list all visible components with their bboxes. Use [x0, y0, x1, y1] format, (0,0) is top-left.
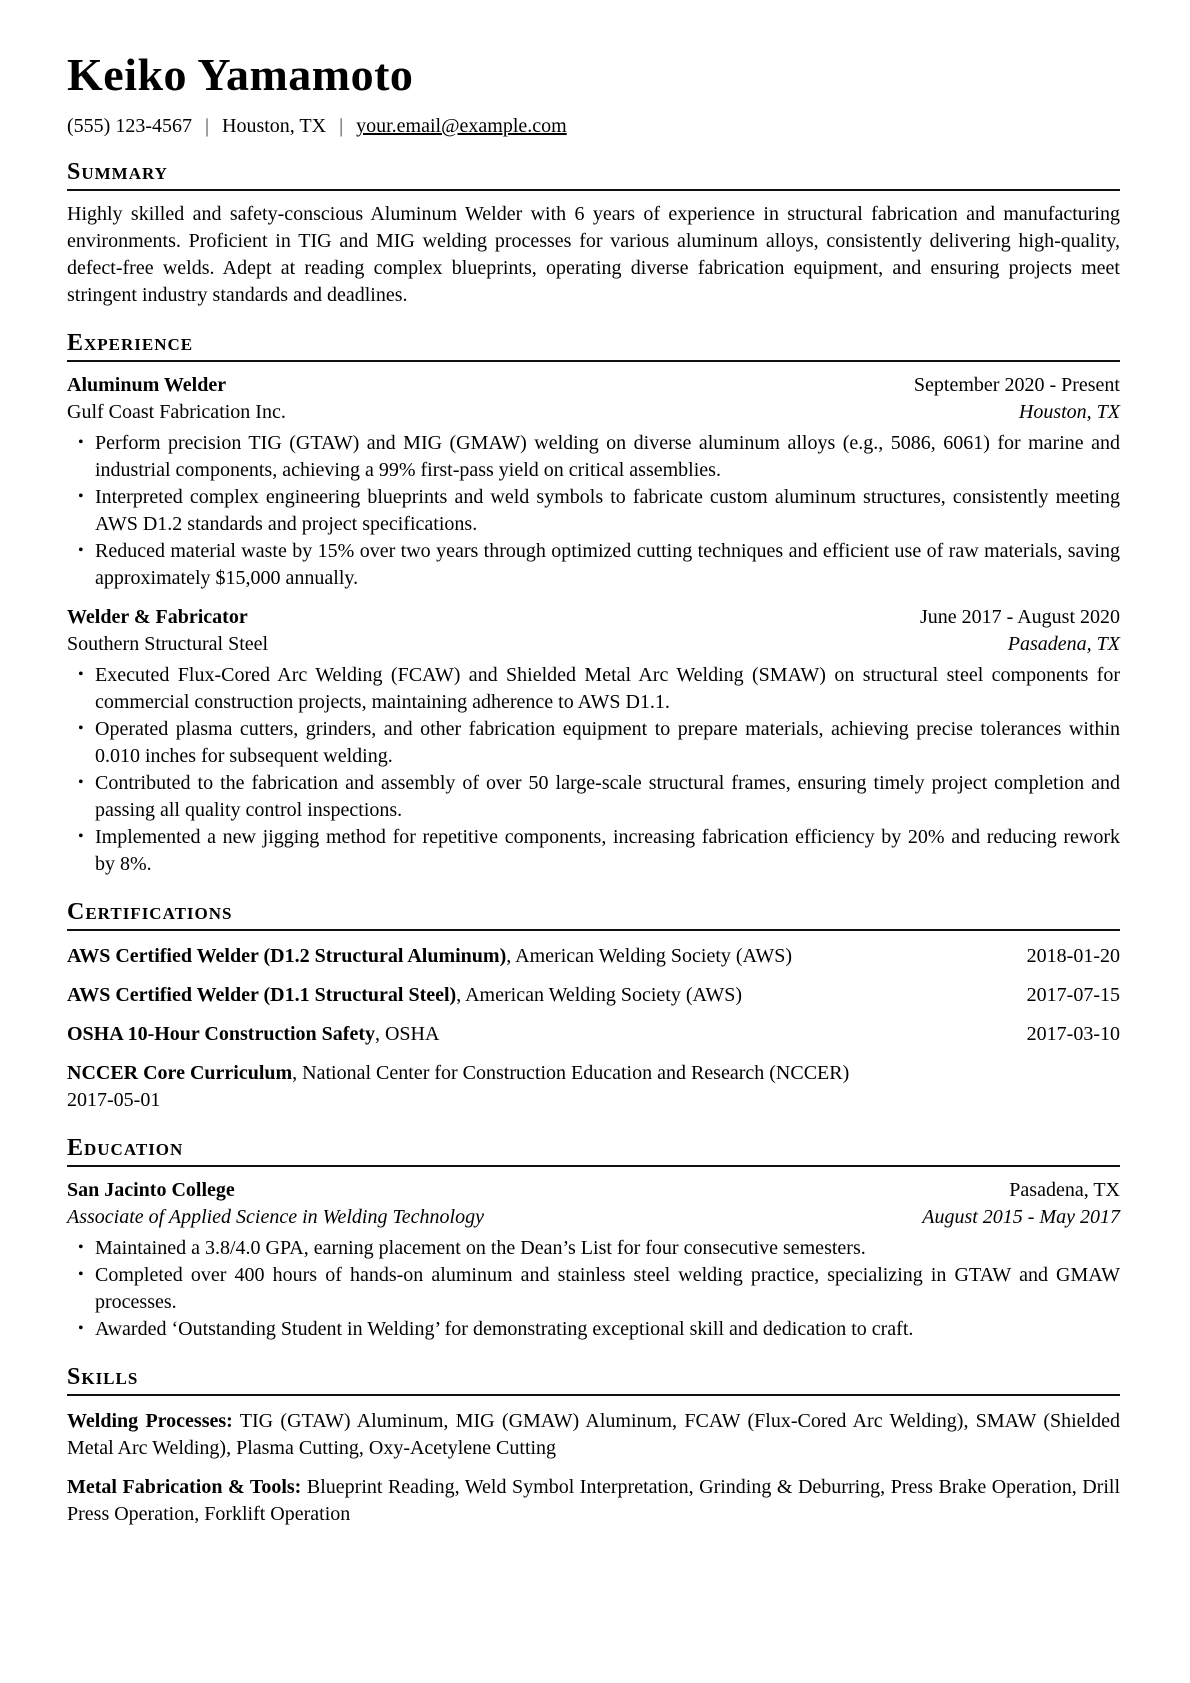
bullet-icon: • [78, 434, 84, 451]
skill-group [67, 1408, 1120, 1462]
phone-number: (555) 123-4567 [67, 115, 192, 137]
education-entries [67, 1177, 1120, 1343]
contact-line [67, 114, 1120, 138]
skill-group-label: Welding Processes: [67, 1410, 233, 1432]
certification-name: AWS Certified Welder (D1.1 Structural Steel) [67, 984, 457, 1006]
degree-row [67, 1204, 1120, 1231]
certification-name: AWS Certified Welder (D1.2 Structural Aluminum) [67, 945, 507, 967]
job-location: Pasadena, TX [1007, 633, 1120, 655]
school-header-row [67, 1177, 1120, 1204]
bullet-text: Executed Flux-Cored Arc Welding (FCAW) and Shielded Metal Arc Welding (SMAW) on structural steel components for commercial construction projects, maintaining adherence to AWS D1.1. [95, 664, 1120, 713]
bullet-text: Implemented a new jigging method for repetitive components, increasing fabrication efficiency by 20% and reducing rework by 8%. [95, 826, 1120, 875]
job-dates: June 2017 - August 2020 [920, 606, 1120, 628]
bullet-icon: • [78, 720, 84, 737]
certification-issuer: National Center for Construction Education and Research (NCCER) [302, 1062, 850, 1084]
skill-group-label: Metal Fabrication & Tools: [67, 1476, 302, 1498]
experience-heading: Experience [67, 329, 1120, 362]
bullet-item [67, 484, 1120, 538]
certifications-heading: Certifications [67, 898, 1120, 931]
certification-name: OSHA 10-Hour Construction Safety [67, 1023, 375, 1045]
job-title: Welder & Fabricator [67, 606, 248, 628]
bullet-text: Contributed to the fabrication and assembly of over 50 large-scale structural frames, ensuring timely project completion and passing all quality control inspections. [95, 772, 1120, 821]
skill-group-text: TIG (GTAW) Aluminum, MIG (GMAW) Aluminum, FCAW (Flux-Cored Arc Welding), SMAW (Shielded Metal Arc Welding), Plasma Cutting, Oxy-Acetylene Cutting [67, 1410, 1120, 1459]
summary-text: Highly skilled and safety-conscious Aluminum Welder with 6 years of experience in structural fabrication and manufacturing environments. Proficient in TIG and MIG welding processes for various aluminum alloys, consistently delivering high-quality, defect-free welds. Adept at reading complex blueprints, operating diverse fabrication equipment, and ensuring projects meet stringent industry standards and deadlines. [67, 203, 1120, 306]
education-entry [67, 1177, 1120, 1343]
bullet-text: Maintained a 3.8/4.0 GPA, earning placement on the Dean’s List for four consecutive semesters. [95, 1237, 866, 1259]
certification-date: 2017-05-01 [67, 1089, 161, 1111]
certification-entry [67, 1021, 1120, 1048]
bullet-item [67, 662, 1120, 716]
job-header-row [67, 604, 1120, 631]
bullet-item [67, 1316, 1120, 1343]
school-name: San Jacinto College [67, 1179, 235, 1201]
job-company: Gulf Coast Fabrication Inc. [67, 401, 286, 423]
section-skills [67, 1363, 1120, 1528]
school-location: Pasadena, TX [1009, 1179, 1120, 1201]
bullet-text: Interpreted complex engineering blueprints and weld symbols to fabricate custom aluminum structures, consistently meeting AWS D1.2 standards and project specifications. [95, 486, 1120, 535]
skills-heading: Skills [67, 1363, 1120, 1396]
bullet-text: Reduced material waste by 15% over two years through optimized cutting techniques and efficient use of raw materials, saving approximately $15,000 annually. [95, 540, 1120, 589]
job-bullets [67, 662, 1120, 878]
certification-text: OSHA 10-Hour Construction Safety, OSHA [67, 1023, 440, 1045]
skill-group [67, 1474, 1120, 1528]
contact-location: Houston, TX [222, 115, 327, 137]
job-subheader-row [67, 631, 1120, 658]
certification-issuer: OSHA [384, 1023, 440, 1045]
certification-date: 2017-03-10 [1026, 1023, 1120, 1045]
certification-entry [67, 982, 1120, 1009]
certification-entries [67, 943, 1120, 1114]
bullet-icon: • [78, 774, 84, 791]
job-bullets [67, 430, 1120, 592]
section-education [67, 1134, 1120, 1343]
bullet-icon: • [78, 488, 84, 505]
experience-entry [67, 604, 1120, 878]
summary-heading: Summary [67, 158, 1120, 191]
bullet-icon: • [78, 1266, 84, 1283]
bullet-item [67, 430, 1120, 484]
separator-bar: | [204, 115, 209, 137]
skill-group-text: Blueprint Reading, Weld Symbol Interpretation, Grinding & Deburring, Press Brake Operation, Drill Press Operation, Forklift Operation [67, 1476, 1121, 1525]
degree-name: Associate of Applied Science in Welding Technology [67, 1206, 484, 1228]
experience-entries [67, 372, 1120, 878]
bullet-text: Perform precision TIG (GTAW) and MIG (GMAW) welding on diverse aluminum alloys (e.g., 5086, 6061) for marine and industrial components, achieving a 99% first-pass yield on critical assemblies. [95, 432, 1120, 481]
certification-issuer: American Welding Society (AWS) [515, 945, 793, 967]
bullet-item [67, 1235, 1120, 1262]
bullet-icon: • [78, 1320, 84, 1337]
job-subheader-row [67, 399, 1120, 426]
job-location: Houston, TX [1018, 401, 1120, 423]
bullet-item [67, 770, 1120, 824]
job-title: Aluminum Welder [67, 374, 227, 396]
bullet-text: Awarded ‘Outstanding Student in Welding’ for demonstrating exceptional skill and dedication to craft. [95, 1318, 914, 1340]
separator-bar: | [339, 115, 344, 137]
section-certifications [67, 898, 1120, 1114]
education-dates: August 2015 - May 2017 [922, 1206, 1120, 1228]
bullet-item [67, 538, 1120, 592]
certification-name: NCCER Core Curriculum [67, 1062, 293, 1084]
job-dates: September 2020 - Present [913, 374, 1120, 396]
education-heading: Education [67, 1134, 1120, 1167]
experience-entry [67, 372, 1120, 592]
certification-date: 2018-01-20 [1026, 945, 1120, 967]
bullet-icon: • [78, 666, 84, 683]
bullet-text: Completed over 400 hours of hands-on aluminum and stainless steel welding practice, specializing in GTAW and GMAW processes. [95, 1264, 1120, 1313]
certification-text: AWS Certified Welder (D1.1 Structural Steel), American Welding Society (AWS) [67, 984, 743, 1006]
bullet-text: Operated plasma cutters, grinders, and other fabrication equipment to prepare materials, achieving precise tolerances within 0.010 inches for subsequent welding. [95, 718, 1120, 767]
bullet-item [67, 1262, 1120, 1316]
email-link[interactable]: your.email@example.com [356, 115, 567, 137]
certification-text: AWS Certified Welder (D1.2 Structural Aluminum), American Welding Society (AWS) [67, 945, 793, 967]
bullet-icon: • [78, 828, 84, 845]
bullet-icon: • [78, 542, 84, 559]
person-name: Keiko Yamamoto [67, 49, 414, 100]
bullet-item [67, 716, 1120, 770]
education-bullets [67, 1235, 1120, 1343]
bullet-icon: • [78, 1239, 84, 1256]
certification-issuer: American Welding Society (AWS) [465, 984, 743, 1006]
certification-text: NCCER Core Curriculum, National Center for Construction Education and Research (NCCER) [67, 1062, 850, 1084]
section-experience [67, 329, 1120, 878]
certification-entry [67, 943, 1120, 970]
skills-groups [67, 1408, 1120, 1528]
job-company: Southern Structural Steel [67, 633, 269, 655]
job-header-row [67, 372, 1120, 399]
certification-date: 2017-07-15 [1026, 984, 1120, 1006]
section-summary [67, 158, 1120, 309]
bullet-item [67, 824, 1120, 878]
certification-entry [67, 1060, 1120, 1114]
